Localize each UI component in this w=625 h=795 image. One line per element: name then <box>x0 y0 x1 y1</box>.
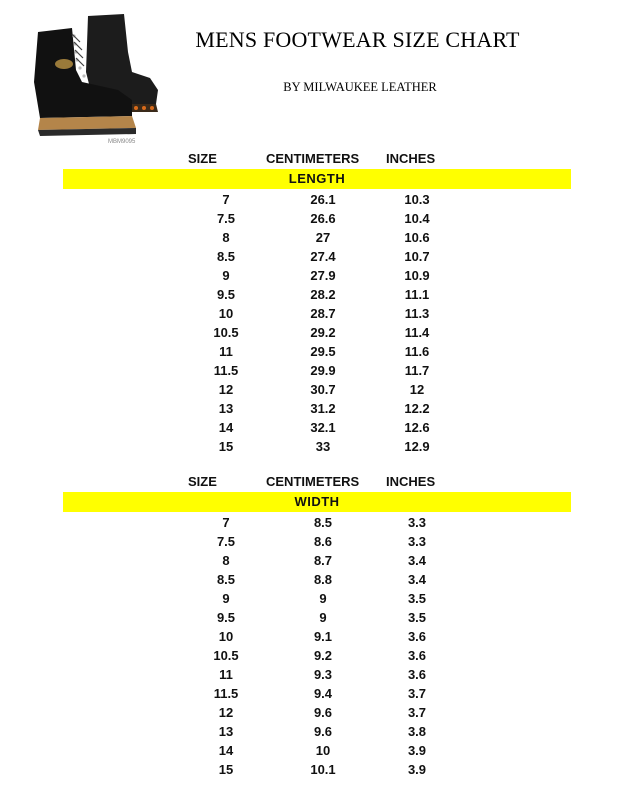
size-cell: 11 <box>219 667 233 682</box>
table-row <box>0 551 625 570</box>
centimeters-cell: 9.1 <box>313 629 333 644</box>
centimeters-column-header: CENTIMETERS <box>266 474 360 489</box>
inches-cell: 10.7 <box>404 249 430 264</box>
table-row <box>0 627 625 646</box>
size-cell: 9.5 <box>216 287 236 302</box>
inches-cell: 3.9 <box>407 762 427 777</box>
size-cell: 7.5 <box>216 534 236 549</box>
size-cell: 9.5 <box>216 610 236 625</box>
table-row <box>0 684 625 703</box>
size-cell: 7 <box>222 515 230 530</box>
size-cell: 11 <box>219 344 233 359</box>
table-row <box>0 608 625 627</box>
table-row <box>0 703 625 722</box>
size-column-header: SIZE <box>188 474 217 489</box>
width-band: WIDTH <box>63 492 571 512</box>
inches-cell: 3.9 <box>407 743 427 758</box>
inches-cell: 3.3 <box>407 534 427 549</box>
table-row <box>0 532 625 551</box>
table-row <box>0 570 625 589</box>
table-row <box>0 380 625 399</box>
inches-cell: 11.7 <box>404 363 430 378</box>
size-cell: 8 <box>222 553 230 568</box>
centimeters-cell: 28.2 <box>310 287 336 302</box>
centimeters-cell: 8.7 <box>313 553 333 568</box>
inches-cell: 10.9 <box>404 268 430 283</box>
size-cell: 11.5 <box>213 686 239 701</box>
table-row <box>0 513 625 532</box>
inches-cell: 12.6 <box>404 420 430 435</box>
inches-cell: 10.4 <box>404 211 430 226</box>
centimeters-cell: 27.9 <box>310 268 336 283</box>
inches-cell: 3.6 <box>407 648 427 663</box>
product-code: MBM9095 <box>108 139 136 145</box>
centimeters-cell: 32.1 <box>310 420 336 435</box>
table-row <box>0 589 625 608</box>
width-rows <box>0 513 625 779</box>
table-row <box>0 266 625 285</box>
centimeters-cell: 29.2 <box>310 325 336 340</box>
table-row <box>0 323 625 342</box>
page-title: MENS FOOTWEAR SIZE CHART <box>195 27 520 52</box>
centimeters-cell: 8.8 <box>313 572 333 587</box>
inches-cell: 3.8 <box>407 724 427 739</box>
table-row <box>0 741 625 760</box>
inches-cell: 12 <box>409 382 425 397</box>
inches-cell: 3.7 <box>407 705 427 720</box>
table-row <box>0 361 625 380</box>
inches-cell: 3.5 <box>407 610 427 625</box>
centimeters-cell: 9.3 <box>313 667 333 682</box>
length-band: LENGTH <box>63 169 571 189</box>
table-row <box>0 418 625 437</box>
table-row <box>0 209 625 228</box>
size-cell: 8.5 <box>216 249 236 264</box>
centimeters-cell: 26.1 <box>310 192 336 207</box>
size-cell: 15 <box>218 439 234 454</box>
centimeters-cell: 33 <box>315 439 331 454</box>
inches-column-header: INCHES <box>386 151 436 166</box>
size-cell: 9 <box>222 591 230 606</box>
centimeters-cell: 9.2 <box>313 648 333 663</box>
inches-cell: 11.1 <box>404 287 430 302</box>
boot-product-image <box>28 12 178 137</box>
table-row <box>0 247 625 266</box>
centimeters-cell: 27 <box>315 230 331 245</box>
size-cell: 13 <box>218 724 234 739</box>
size-cell: 12 <box>218 705 234 720</box>
table-row <box>0 399 625 418</box>
size-cell: 9 <box>222 268 230 283</box>
inches-cell: 3.3 <box>407 515 427 530</box>
centimeters-cell: 8.6 <box>313 534 333 549</box>
centimeters-cell: 29.9 <box>310 363 336 378</box>
inches-cell: 10.3 <box>404 192 430 207</box>
inches-cell: 3.4 <box>407 572 427 587</box>
size-cell: 10 <box>218 629 234 644</box>
centimeters-cell: 9.6 <box>313 724 333 739</box>
size-cell: 14 <box>218 420 234 435</box>
size-cell: 10.5 <box>213 325 239 340</box>
size-cell: 12 <box>218 382 234 397</box>
inches-cell: 3.7 <box>407 686 427 701</box>
inches-column-header: INCHES <box>386 474 436 489</box>
inches-cell: 11.6 <box>404 344 430 359</box>
table-row <box>0 665 625 684</box>
centimeters-cell: 9.6 <box>313 705 333 720</box>
inches-cell: 12.2 <box>404 401 430 416</box>
centimeters-column-header: CENTIMETERS <box>266 151 360 166</box>
centimeters-cell: 10 <box>315 743 331 758</box>
size-cell: 15 <box>218 762 234 777</box>
centimeters-cell: 9 <box>319 591 327 606</box>
table-row <box>0 190 625 209</box>
centimeters-cell: 8.5 <box>313 515 333 530</box>
centimeters-cell: 9 <box>319 610 327 625</box>
table-row <box>0 228 625 247</box>
inches-cell: 11.3 <box>404 306 430 321</box>
inches-cell: 3.4 <box>407 553 427 568</box>
size-cell: 11.5 <box>213 363 239 378</box>
size-column-header: SIZE <box>188 151 217 166</box>
inches-cell: 10.6 <box>404 230 430 245</box>
size-cell: 7.5 <box>216 211 236 226</box>
table-row <box>0 304 625 323</box>
length-rows <box>0 190 625 456</box>
size-cell: 7 <box>222 192 230 207</box>
table-row <box>0 722 625 741</box>
centimeters-cell: 30.7 <box>310 382 336 397</box>
centimeters-cell: 9.4 <box>313 686 333 701</box>
size-cell: 8.5 <box>216 572 236 587</box>
table-row <box>0 646 625 665</box>
size-cell: 14 <box>218 743 234 758</box>
centimeters-cell: 28.7 <box>310 306 336 321</box>
size-cell: 13 <box>218 401 234 416</box>
inches-cell: 3.5 <box>407 591 427 606</box>
inches-cell: 3.6 <box>407 629 427 644</box>
table-row <box>0 437 625 456</box>
centimeters-cell: 31.2 <box>310 401 336 416</box>
size-cell: 8 <box>222 230 230 245</box>
inches-cell: 11.4 <box>404 325 430 340</box>
centimeters-cell: 27.4 <box>310 249 336 264</box>
centimeters-cell: 10.1 <box>310 762 336 777</box>
table-row <box>0 285 625 304</box>
page-subtitle: BY MILWAUKEE LEATHER <box>283 80 437 94</box>
inches-cell: 3.6 <box>407 667 427 682</box>
table-row <box>0 760 625 779</box>
table-row <box>0 342 625 361</box>
size-cell: 10.5 <box>213 648 239 663</box>
inches-cell: 12.9 <box>404 439 430 454</box>
size-cell: 10 <box>218 306 234 321</box>
centimeters-cell: 29.5 <box>310 344 336 359</box>
centimeters-cell: 26.6 <box>310 211 336 226</box>
